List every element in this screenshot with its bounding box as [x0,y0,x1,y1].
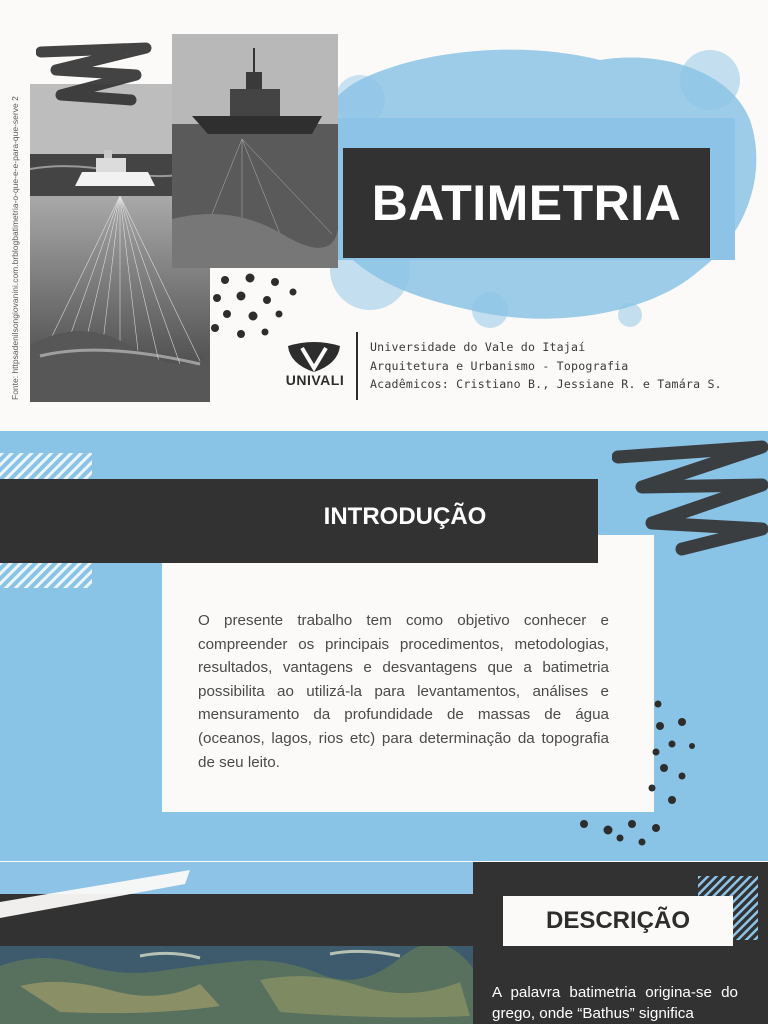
brush-zigzag [36,40,156,110]
students-names: Acadêmicos: Cristiano B., Jessiane R. e Tamára S. [370,377,722,391]
section-title-descricao: DESCRIÇÃO [545,907,690,934]
white-brush-stroke [0,862,200,922]
description-slide [0,862,768,1024]
decorative-dots-right [572,696,700,846]
brush-zigzag-right [612,437,768,557]
description-paragraph: A palavra batimetria origina-se do grego, onde “Bathus” significa [492,984,738,1022]
introduction-slide [0,431,768,861]
title-box [343,148,710,258]
cover-slide [0,0,768,430]
page-title: BATIMETRIA [371,175,682,231]
logo-wordmark: UNIVALI [285,372,345,388]
relief-map-image [0,946,473,1024]
decorative-dots [205,270,300,345]
section-title-introducao: INTRODUÇÃO [323,503,487,530]
course-name: Arquitetura e Urbanismo - Topografia [370,359,629,373]
ship-sonar-photo [172,34,338,268]
university-name: Universidade do Vale do Itajaí [370,340,586,354]
divider [356,332,358,400]
intro-paragraph: O presente trabalho tem como objetivo conhecer e compreender os principais procedimentos, metodologias, resultados, vantagens e desvantagens que a batimetria possibilita ao utilizá-la para levantamentos, análises e mensuramento da profundidade de massas de água (oceanos, lagos, rios etc) para determinação da topografia de seu leito. [198,612,609,771]
description-title-box [503,896,733,946]
image-source-caption: Fonte: httpsadenilsongiovanini.com.brblogbatimetria-o-que-e-e-para-que-serve 2 [10,96,20,400]
intro-title-band [0,479,598,563]
